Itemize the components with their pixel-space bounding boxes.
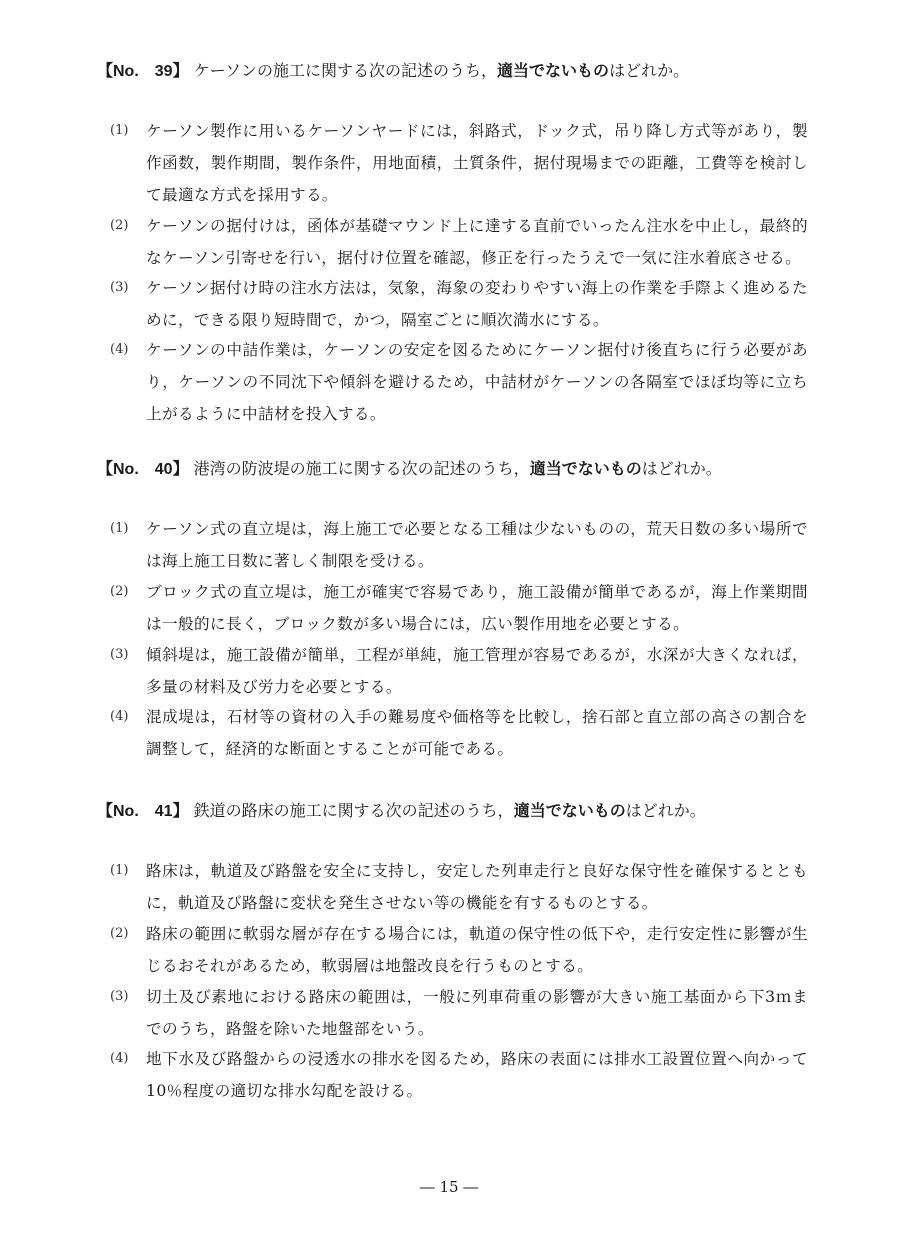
option-text: 傾斜堤は，施工設備が簡単，工程が単純，施工管理が容易であるが，水深が大きくなれば，多量の材料及び労力を必要とする。 — [146, 646, 808, 696]
option-number: (2) — [110, 218, 129, 233]
option-text: 切土及び素地における路床の範囲は，一般に列車荷重の影響が大きい施工基面から下3ｍまでのうち，路盤を除いた地盤部をいう。 — [146, 988, 808, 1038]
option-number: (3) — [110, 647, 129, 662]
question-number: 【No. 39】 — [97, 63, 189, 80]
option-number: (2) — [110, 584, 129, 599]
question-emphasis: 適当でないもの — [529, 459, 642, 478]
option-text: ケーソン式の直立堤は，海上施工で必要となる工種は少ないものの，荒天日数の多い場所では海上施工日数に著しく制限を受ける。 — [146, 520, 808, 570]
question-prompt: ケーソンの施工に関する次の記述のうち， — [193, 61, 498, 80]
option-text: ブロック式の直立堤は，施工が確実で容易であり，施工設備が簡単であるが，海上作業期間は一般的に長く，ブロック数が多い場合には，広い製作用地を必要とする。 — [146, 583, 808, 633]
question-prompt-end: はどれか。 — [625, 801, 706, 820]
option-number: (1) — [110, 123, 129, 138]
option-number: (2) — [110, 926, 129, 941]
option-text: 混成堤は，石材等の資材の入手の難易度や価格等を比較し，捨石部と直立部の高さの割合を調整して，経済的な断面とすることが可能である。 — [146, 708, 808, 758]
question-emphasis: 適当でないもの — [513, 801, 626, 820]
option-number: (3) — [110, 989, 129, 1004]
option-text: ケーソン製作に用いるケーソンヤードには，斜路式，ドック式，吊り降し方式等があり，製作函数，製作期間，製作条件，用地面積，土質条件，据付現場までの距離，工費等を検討して最適な方式を採用する。 — [146, 122, 808, 204]
option-text: 路床は，軌道及び路盤を安全に支持し，安定した列車走行と良好な保守性を確保するとともに，軌道及び路盤に変状を発生させない等の機能を有するものとする。 — [146, 862, 808, 912]
option-number: (1) — [110, 521, 129, 536]
option-number: (1) — [110, 863, 129, 878]
option-number: (4) — [110, 1051, 129, 1066]
option-text: ケーソン据付け時の注水方法は，気象，海象の変わりやすい海上の作業を手際よく進めるために，できる限り短時間で，かつ，隔室ごとに順次満水にする。 — [146, 279, 808, 329]
option-text: 地下水及び路盤からの浸透水の排水を図るため，路床の表面には排水工設置位置へ向かって10％程度の適切な排水勾配を設ける。 — [146, 1050, 808, 1100]
option-text: 路床の範囲に軟弱な層が存在する場合には，軌道の保守性の低下や，走行安定性に影響が生じるおそれがあるため，軟弱層は地盤改良を行うものとする。 — [146, 925, 808, 975]
option-text: ケーソンの中詰作業は，ケーソンの安定を図るためにケーソン据付け後直ちに行う必要があり，ケーソンの不同沈下や傾斜を避けるため，中詰材がケーソンの各隔室でほぼ均等に立ち上がるように中詰材を投入する。 — [146, 341, 808, 423]
question-header — [97, 800, 706, 823]
page-number: ― 15 ― — [419, 1178, 479, 1196]
option-number: (3) — [110, 280, 129, 295]
option-text: ケーソンの据付けは，函体が基礎マウンド上に達する直前でいったん注水を中止し，最終的なケーソン引寄せを行い，据付け位置を確認，修正を行ったうえで一気に注水着底させる。 — [146, 217, 808, 267]
question-prompt: 鉄道の路床の施工に関する次の記述のうち， — [193, 801, 514, 820]
question-emphasis: 適当でないもの — [497, 61, 610, 80]
question-prompt-end: はどれか。 — [641, 459, 722, 478]
question-prompt: 港湾の防波堤の施工に関する次の記述のうち， — [193, 459, 530, 478]
question-prompt-end: はどれか。 — [609, 61, 690, 80]
question-number: 【No. 40】 — [97, 461, 189, 478]
question-number: 【No. 41】 — [97, 803, 189, 820]
option-number: (4) — [110, 709, 129, 724]
option-number: (4) — [110, 342, 129, 357]
question-header — [97, 458, 722, 481]
question-header — [97, 60, 689, 83]
